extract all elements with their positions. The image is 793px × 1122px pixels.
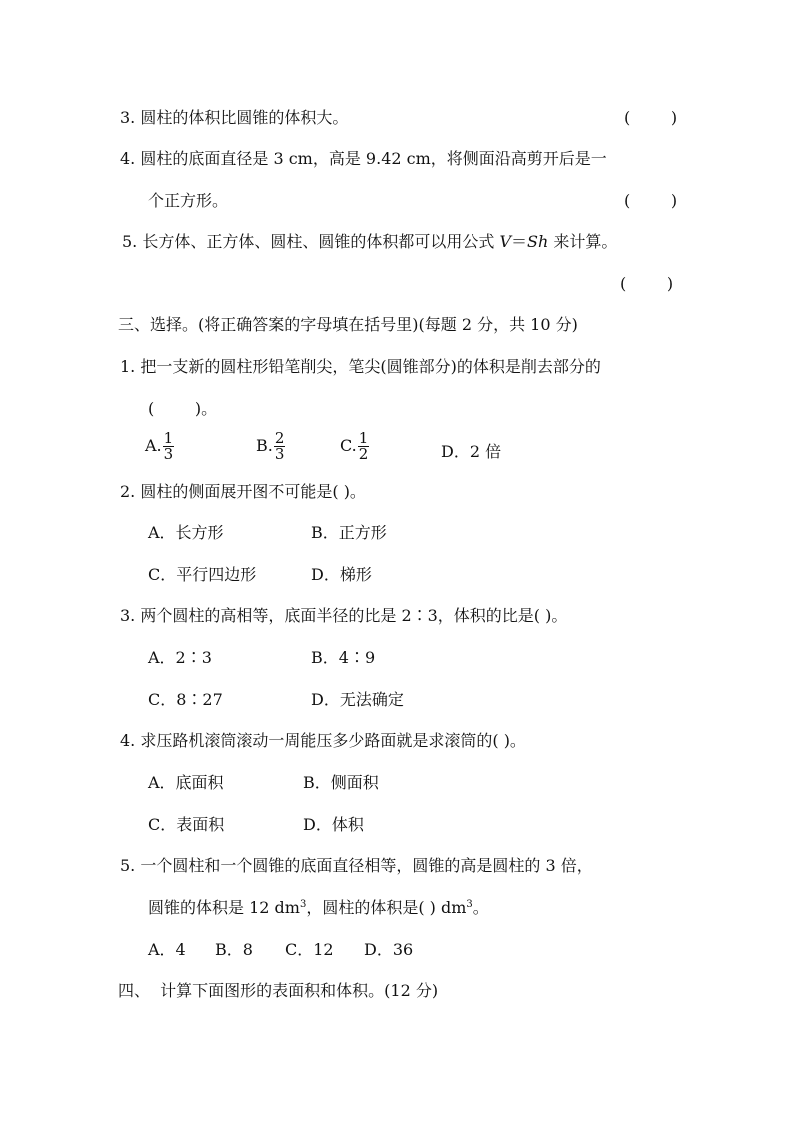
judge-item-4 xyxy=(120,149,607,169)
judge-item-3 xyxy=(120,108,348,128)
question-text: 圆柱的侧面展开图不可能是( )。 xyxy=(140,482,366,501)
superscript: 3 xyxy=(466,899,473,910)
option-d[interactable]: D．梯形 xyxy=(311,565,372,584)
formula-sh: Sh xyxy=(527,232,549,251)
answer-blank[interactable]: ( ) xyxy=(624,108,678,127)
option-label: B. xyxy=(256,436,273,455)
option-a[interactable]: A．2∶3 xyxy=(148,648,212,667)
option-a[interactable]: A．长方形 xyxy=(148,523,224,542)
formula-equals: ＝ xyxy=(511,232,528,251)
question-text: 两个圆柱的高相等，底面半径的比是 2∶3，体积的比是( )。 xyxy=(140,606,568,625)
question-text: 一个圆柱和一个圆锥的底面直径相等，圆锥的高是圆柱的 3 倍， xyxy=(140,856,593,875)
fraction: $\frac{1}{2}$ xyxy=(358,429,369,463)
item-number: 5. xyxy=(122,232,138,251)
option-d[interactable]: D．36 xyxy=(364,940,414,959)
option-c[interactable]: C．12 xyxy=(285,940,334,959)
question-5 xyxy=(120,856,593,876)
answer-blank[interactable]: ( ) xyxy=(624,191,678,210)
fraction: $\frac{1}{3}$ xyxy=(163,429,174,463)
section-3-heading: 三、选择。(将正确答案的字母填在括号里)(每题 2 分，共 10 分) xyxy=(118,315,578,334)
question-text-continued xyxy=(148,898,489,918)
option-a[interactable]: A．4 xyxy=(148,940,186,959)
option-b[interactable]: B．4∶9 xyxy=(311,648,376,667)
question-3 xyxy=(120,606,567,626)
fraction: $\frac{2}{3}$ xyxy=(274,429,285,463)
question-number: 1. xyxy=(120,357,136,376)
question-1 xyxy=(120,357,601,377)
answer-blank[interactable]: ，圆柱的体积是( ) dm xyxy=(306,898,467,917)
item-text: 圆柱的体积比圆锥的体积大。 xyxy=(140,108,349,127)
question-number: 2. xyxy=(120,482,136,501)
item-text-continued: 个正方形。 xyxy=(148,191,229,210)
item-number: 3. xyxy=(120,108,136,127)
option-label: C. xyxy=(340,436,357,455)
option-a[interactable]: A．底面积 xyxy=(148,773,224,792)
option-a[interactable] xyxy=(145,431,174,462)
option-c[interactable]: C．表面积 xyxy=(148,815,225,834)
option-c[interactable]: C．8∶27 xyxy=(148,690,223,709)
superscript: 3 xyxy=(299,899,307,910)
option-b[interactable]: B．正方形 xyxy=(311,523,387,542)
option-b[interactable]: B．8 xyxy=(215,940,253,959)
question-2 xyxy=(120,482,366,502)
option-c[interactable] xyxy=(340,431,369,462)
answer-blank[interactable]: ( )。 xyxy=(148,399,218,418)
section-4-heading: 四、 计算下面图形的表面积和体积。(12 分) xyxy=(118,981,439,1000)
option-c[interactable]: C．平行四边形 xyxy=(148,565,257,584)
question-text: 把一支新的圆柱形铅笔削尖，笔尖(圆锥部分)的体积是削去部分的 xyxy=(140,357,601,376)
option-label: A. xyxy=(145,436,162,455)
text-part: 圆锥的体积是 12 dm xyxy=(148,898,300,917)
option-b[interactable]: B．侧面积 xyxy=(303,773,379,792)
option-d[interactable]: D．体积 xyxy=(303,815,364,834)
item-text: 圆柱的底面直径是 3 cm，高是 9.42 cm，将侧面沿高剪开后是一 xyxy=(140,149,607,168)
formula-v: V xyxy=(499,232,512,251)
question-number: 3. xyxy=(120,606,136,625)
question-text: 求压路机滚筒滚动一周能压多少路面就是求滚筒的( )。 xyxy=(140,731,526,750)
item-text: 长方体、正方体、圆柱、圆锥的体积都可以用公式 xyxy=(142,232,500,251)
option-b[interactable] xyxy=(256,431,285,462)
judge-item-5 xyxy=(122,232,617,252)
question-number: 4. xyxy=(120,731,136,750)
question-number: 5. xyxy=(120,856,136,875)
option-d[interactable]: D．无法确定 xyxy=(311,690,404,709)
answer-blank[interactable]: ( ) xyxy=(620,274,674,293)
option-d[interactable]: D．2 倍 xyxy=(441,442,502,461)
question-4 xyxy=(120,731,526,751)
item-number: 4. xyxy=(120,149,136,168)
item-text-end: 来计算。 xyxy=(548,232,618,251)
text-end: 。 xyxy=(472,898,489,917)
